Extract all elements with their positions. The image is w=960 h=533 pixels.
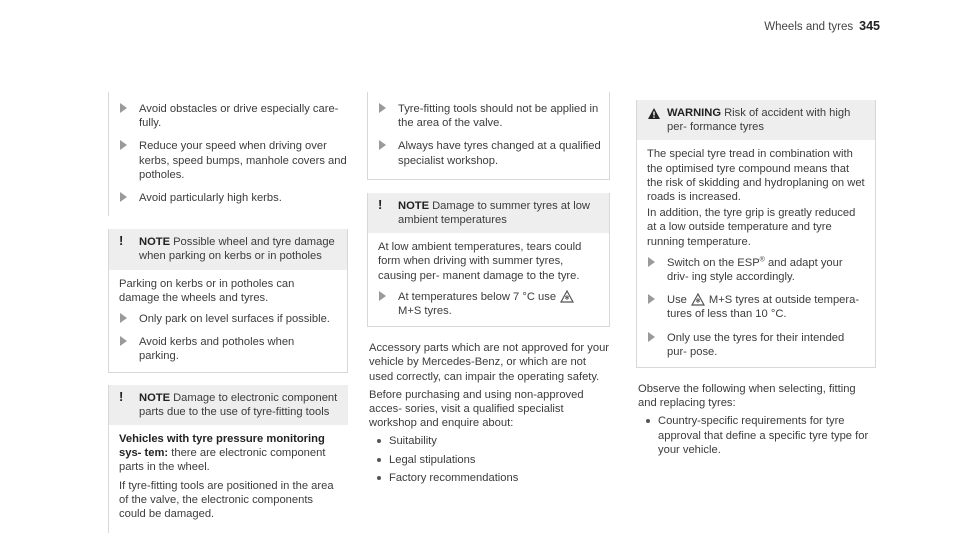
warning-text: In addition, the tyre grip is greatly reduced at a low outside temperature and tyre running temperature. [647,207,856,248]
warning-triangle-icon [647,107,661,120]
warning-tag: WARNING [667,107,722,119]
note-title: Damage to summer tyres at low ambient temperatures [398,199,590,227]
dot-bullet-icon [377,439,381,443]
note-header [368,193,609,233]
accessory-text [367,341,610,485]
mountain-snowflake-icon [560,290,574,303]
paragraph: Accessory parts which are not approved for your vehicle by Mercedes-Benz, or which are not used correctly, can impair the operating safety. [369,342,610,383]
selection-text [636,382,876,457]
column-1 [108,92,348,533]
list-item: Always have tyres changed at a qualified specialist workshop. [368,139,609,167]
warning-title: Risk of accident with high per- formance tyres [667,107,851,134]
list-item: Only park on level surfaces if possible. [109,312,337,326]
note-box-electronic [108,385,348,533]
warning-body [637,140,875,367]
note-body [368,233,609,326]
mountain-snowflake-icon [691,293,705,306]
triangle-bullet-icon [120,103,127,113]
note-tag: NOTE [398,199,430,212]
list-item: Legal stipulations [369,453,610,467]
paragraph: Before purchasing and using non-approved acces- sories, visit a qualified specialist workshop and enquire about: [369,388,584,430]
note-tag: NOTE [139,236,171,249]
list-item: Suitability [369,434,610,448]
continued-block [367,92,610,180]
note-body [109,270,347,372]
triangle-bullet-icon [120,140,127,150]
list-item: Avoid obstacles or drive especially care- fully. [109,102,348,130]
triangle-bullet-icon [648,257,655,267]
page-number: 345 [859,19,880,33]
section-title: Wheels and tyres [764,21,854,33]
note-title: Damage to electronic component parts due to the use of tyre-fitting tools [139,391,338,418]
note-text: At low ambient temperatures, tears could form when driving with summer tyres, causing per- manent damage to the tyre. [378,241,582,282]
list-item: Switch on the ESP® and adapt your driv- ing style accordingly. [637,256,865,284]
triangle-bullet-icon [120,313,127,323]
list-item: Tyre-fitting tools should not be applied in the area of the valve. [368,102,609,130]
warning-header [637,100,875,140]
note-tag: NOTE [139,391,171,404]
triangle-bullet-icon [648,294,655,304]
dot-bullet-icon [377,458,381,462]
note-box-summer-tyres [367,193,610,327]
note-text: Parking on kerbs or in potholes can damage the wheels and tyres. [119,277,295,304]
paragraph: Observe the following when selecting, fitting and replacing tyres: [638,383,856,410]
triangle-bullet-icon [120,192,127,202]
dot-bullet-icon [646,419,650,423]
list-item: Avoid kerbs and potholes when parking. [109,335,337,363]
note-body [109,425,348,533]
triangle-bullet-icon [379,103,386,113]
column-3 [636,100,876,461]
note-box-kerbs [108,229,348,372]
triangle-bullet-icon [648,332,655,342]
continued-block [108,92,348,216]
list-item: Use M+S tyres at outside tempera- tures of less than 10 °C. [637,293,865,321]
notice-icon: ! [119,233,124,249]
triangle-bullet-icon [379,140,386,150]
note-title: Possible wheel and tyre damage when parking on kerbs or in potholes [139,236,335,263]
notice-icon: ! [378,196,383,212]
notice-icon: ! [119,388,124,404]
column-2 [367,92,610,489]
bold-heading: Vehicles with tyre pressure monitoring sys- tem: [119,433,325,460]
list-item: Factory recommendations [369,471,610,485]
list-item: At temperatures below 7 °C use M+S tyres. [368,290,599,318]
list-item: Avoid particularly high kerbs. [109,191,348,205]
note-header [109,385,348,425]
page-header [764,19,880,34]
list-item: Only use the tyres for their intended pur- pose. [637,331,865,359]
triangle-bullet-icon [120,336,127,346]
list-item: Country-specific requirements for tyre approval that define a specific tyre type for your vehicle. [638,414,876,457]
warning-box [636,100,876,368]
note-text: Vehicles with tyre pressure monitoring sys- tem: there are electronic component parts in the wheel. [119,433,326,474]
dot-bullet-icon [377,476,381,480]
note-header [109,229,347,269]
warning-text: The special tyre tread in combination with the optimised tyre compound means that the risk of skidding and hydroplaning on wet roads is increased. [647,148,865,204]
note-text: If tyre-fitting tools are positioned in the area of the valve, the electronic components could be damaged. [119,479,334,521]
triangle-bullet-icon [379,291,386,301]
list-item: Reduce your speed when driving over kerbs, speed bumps, manhole covers and potholes. [109,139,348,182]
